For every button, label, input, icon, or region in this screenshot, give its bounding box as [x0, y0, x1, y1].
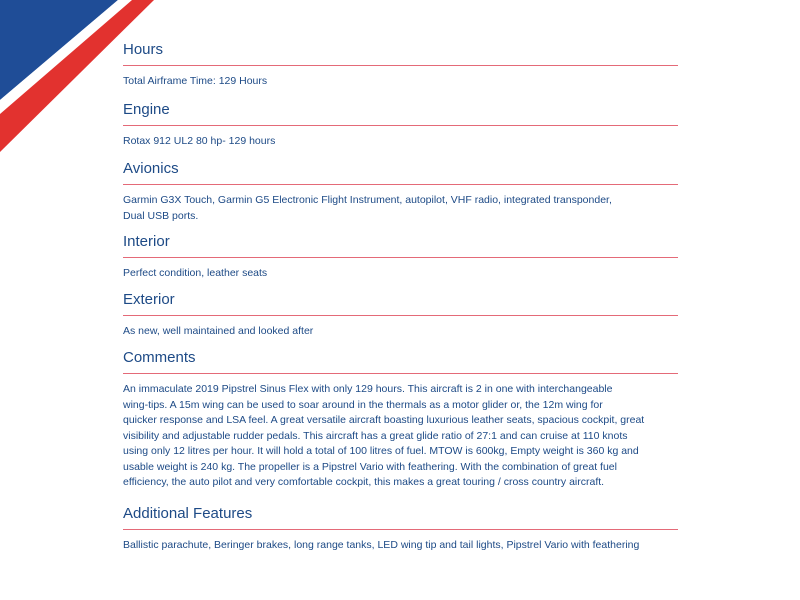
section-heading: Comments [123, 349, 196, 366]
text-line: using only 12 litres per hour. It will hold a total of 100 litres of fuel. MTOW is 600kg, Empty weight is 360 kg and [123, 445, 639, 457]
section-engine [123, 101, 678, 150]
section-divider [123, 65, 678, 66]
section-comments [123, 349, 678, 491]
section-divider [123, 529, 678, 530]
section-divider [123, 184, 678, 185]
section-divider [123, 257, 678, 258]
section-additional-features [123, 505, 678, 554]
text-line: quicker response and LSA feel. A great versatile aircraft boasting luxurious leather seats, spacious cockpit, great [123, 414, 645, 426]
section-text: As new, well maintained and looked after [123, 325, 314, 337]
section-heading: Hours [123, 41, 164, 58]
section-text [123, 193, 678, 224]
text-line: Dual USB ports. [123, 209, 199, 222]
section-heading: Engine [123, 101, 170, 118]
section-heading: Additional Features [123, 505, 253, 522]
text-line: An immaculate 2019 Pipstrel Sinus Flex with only 129 hours. This aircraft is 2 in one with interchangeable [123, 383, 613, 395]
text-line: usable weight is 240 kg. The propeller is a Pipstrel Vario with feathering. With the combination of great fuel [123, 460, 617, 473]
section-text: Rotax 912 UL2 80 hp- 129 hours [123, 135, 276, 147]
text-line: visibility and adjustable rudder pedals. This aircraft has a great glide ratio of 27:1 and can cruise at 110 knots [123, 429, 628, 442]
section-divider [123, 373, 678, 374]
section-text: Perfect condition, leather seats [123, 267, 268, 279]
section-interior [123, 233, 678, 282]
section-divider [123, 315, 678, 316]
section-heading: Avionics [123, 160, 179, 177]
section-heading: Exterior [123, 291, 175, 308]
text-line: Garmin G3X Touch, Garmin G5 Electronic Flight Instrument, autopilot, VHF radio, integrated transponder, [123, 194, 612, 206]
section-exterior [123, 291, 678, 340]
section-divider [123, 125, 678, 126]
section-text [123, 382, 678, 491]
text-line: wing-tips. A 15m wing can be used to soar around in the thermals as a motor glider or, the 12m wing for [123, 398, 603, 411]
section-text: Total Airframe Time: 129 Hours [123, 75, 268, 87]
section-avionics [123, 160, 678, 224]
text-line: efficiency, the auto pilot and very comfortable cockpit, this makes a great touring / cross country aircraft. [123, 476, 605, 488]
section-text: Ballistic parachute, Beringer brakes, long range tanks, LED wing tip and tail lights, Pipstrel Vario with feathering [123, 539, 640, 551]
section-heading: Interior [123, 233, 170, 250]
section-hours [123, 41, 678, 90]
